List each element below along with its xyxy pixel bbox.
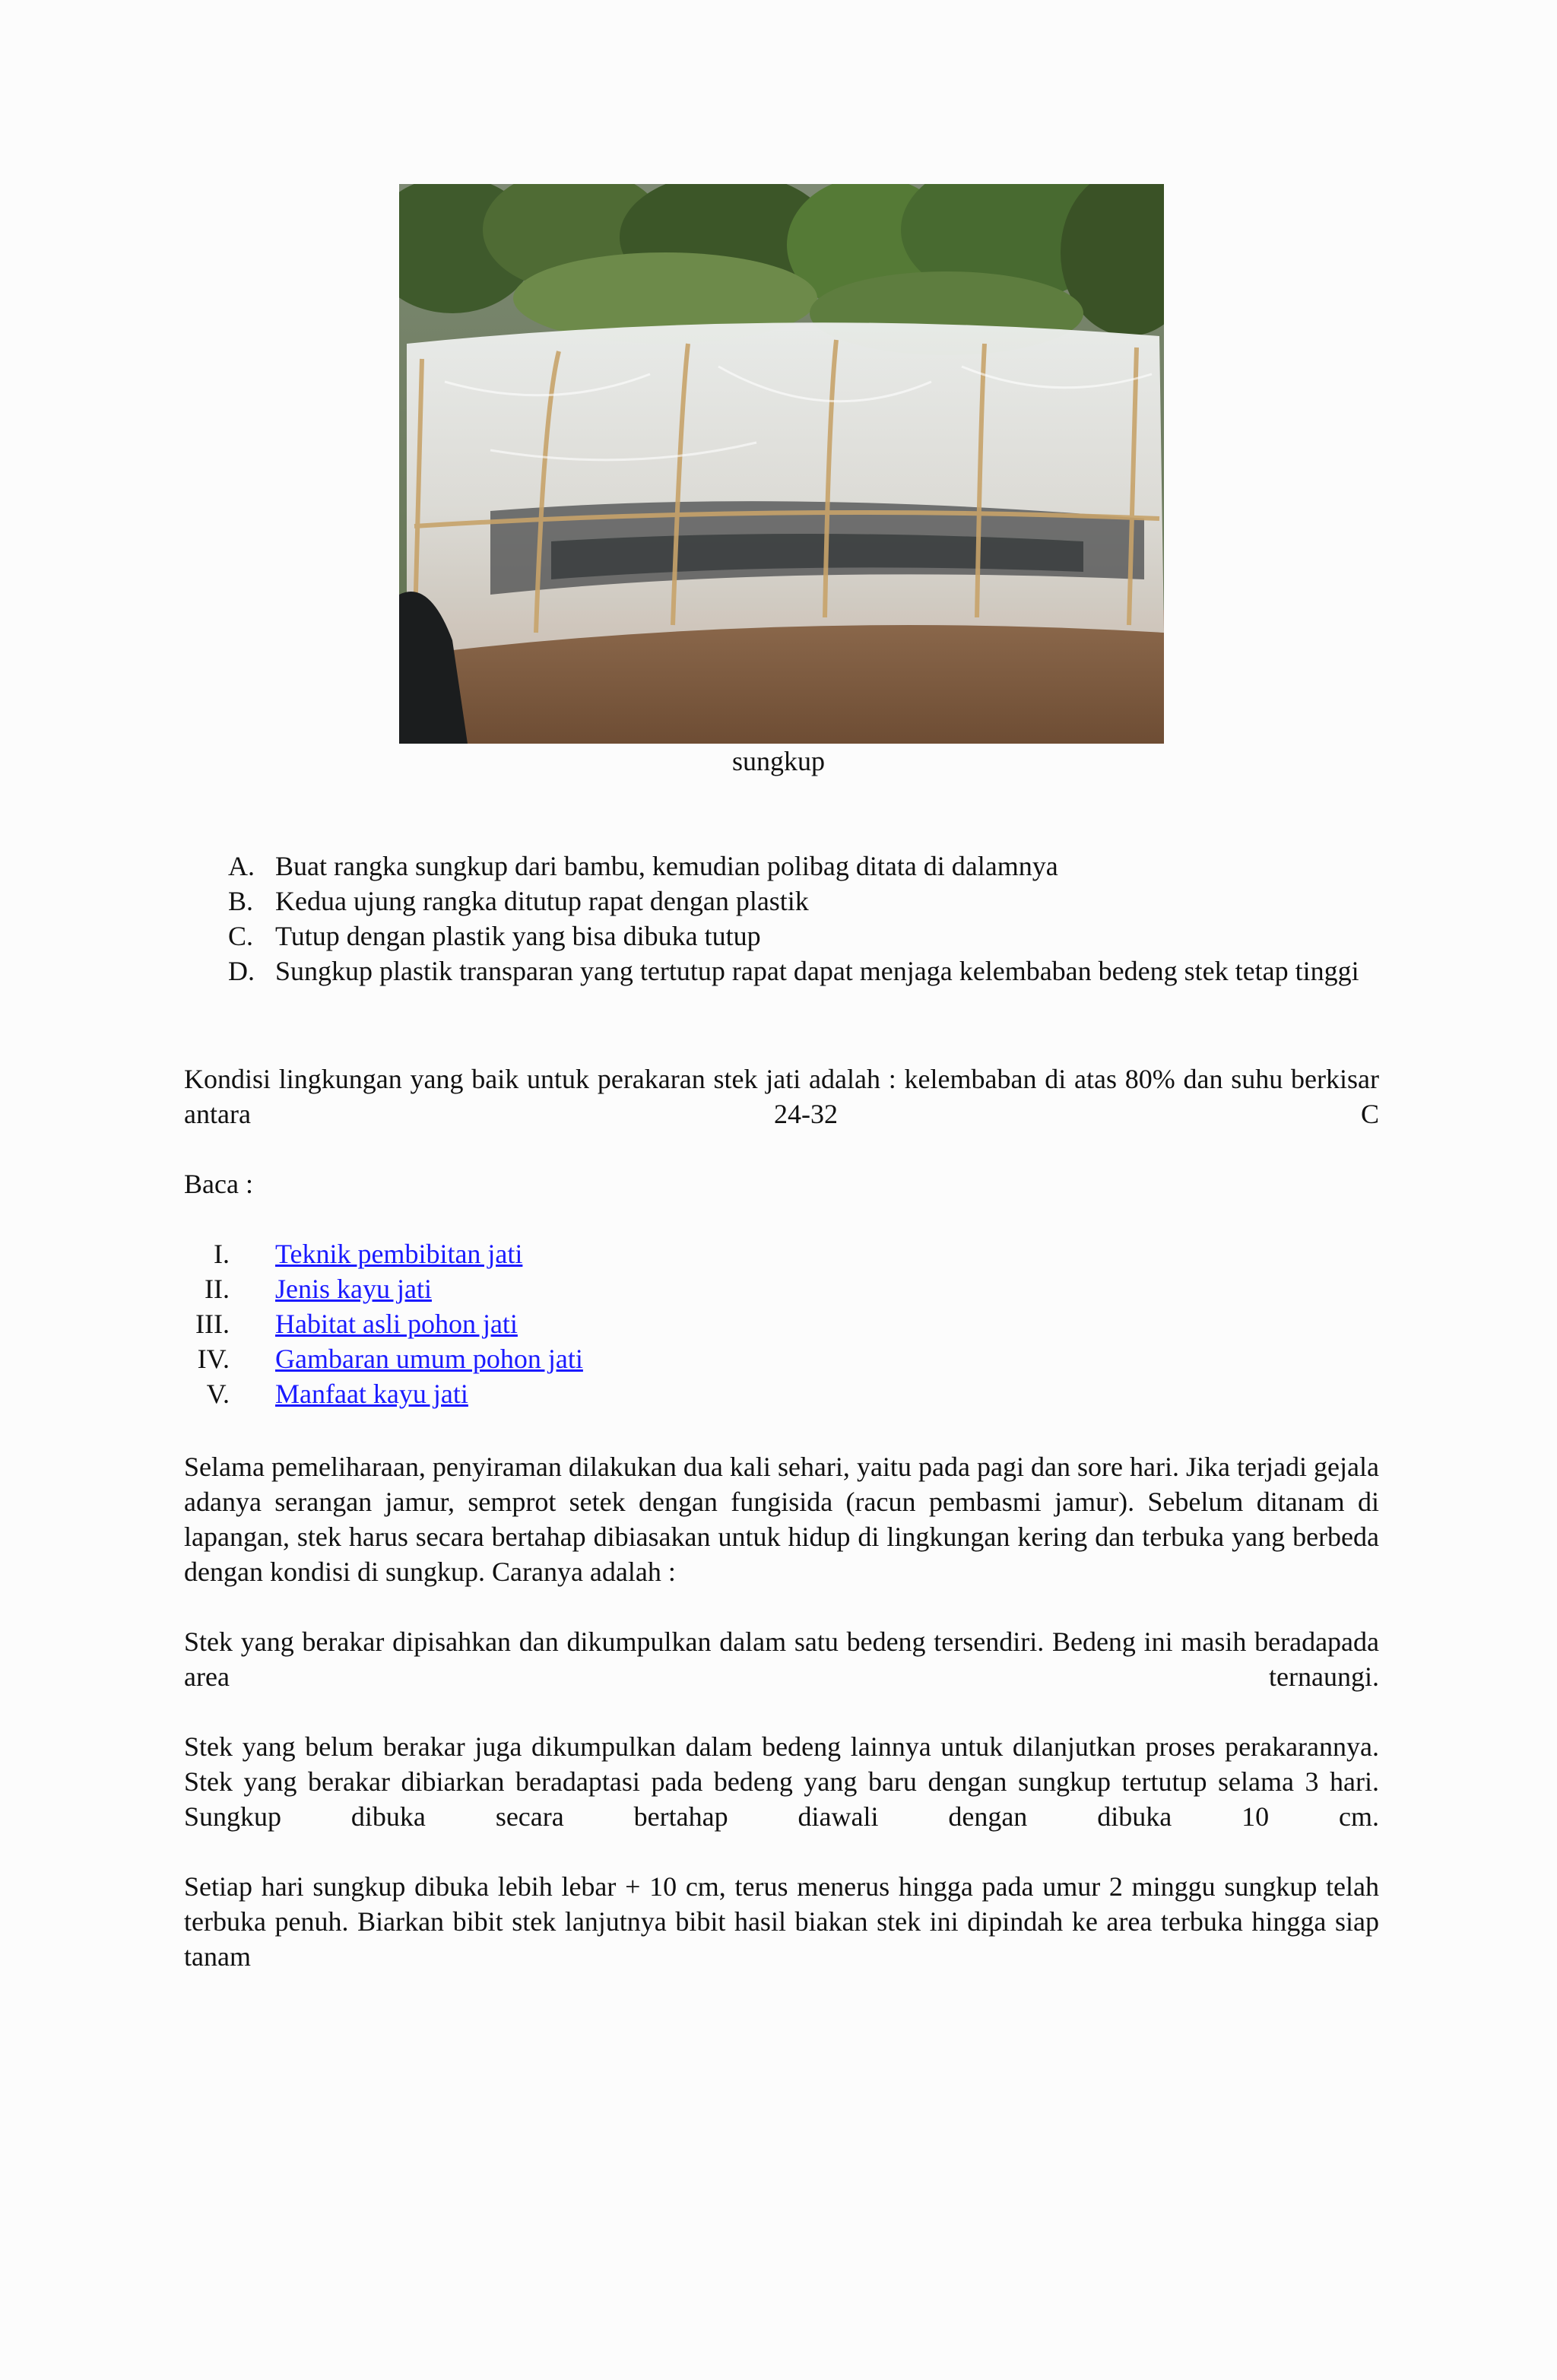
- list-marker: A.: [228, 851, 255, 881]
- sungkup-photo: [399, 184, 1164, 744]
- list-item: [184, 1306, 944, 1341]
- list-marker: II.: [205, 1274, 230, 1304]
- baca-label: Baca :: [184, 1169, 253, 1199]
- link-jenis-kayu-jati[interactable]: Jenis kayu jati: [275, 1274, 432, 1304]
- berakar-paragraph: Stek yang berakar dipisahkan dan dikumpulkan dalam satu bedeng tersendiri. Bedeng ini masih beradapada area ternaungi.: [184, 1626, 1379, 1692]
- list-item-text: Sungkup plastik transparan yang tertutup rapat dapat menjaga kelembaban bedeng stek tetap tinggi: [275, 956, 1359, 986]
- list-marker: D.: [228, 956, 255, 986]
- setiap-hari-paragraph: Setiap hari sungkup dibuka lebih lebar + 10 cm, terus menerus hingga pada umur 2 minggu sungkup telah terbuka penuh. Biarkan bibit stek lanjutnya bibit hasil biakan stek ini dipindah ke area terbuka hingga siap tanam: [184, 1871, 1379, 1972]
- list-item: [184, 1271, 944, 1306]
- list-item-text: Buat rangka sungkup dari bambu, kemudian polibag ditata di dalamnya: [275, 851, 1058, 881]
- link-habitat-asli-pohon-jati[interactable]: Habitat asli pohon jati: [275, 1309, 518, 1339]
- pemeliharaan-paragraph: Selama pemeliharaan, penyiraman dilakukan dua kali sehari, yaitu pada pagi dan sore hari. Jika terjadi gejala adanya serangan jamur, semprot setek dengan fungisida (racun pembasmi jamur). Sebelum ditanam di lapangan, stek harus secara bertahap dibiasakan untuk hidup di lingkungan kering dan terbuka yang berbeda dengan kondisi di sungkup. Caranya adalah :: [184, 1452, 1379, 1587]
- list-item: [184, 1341, 944, 1376]
- list-marker: C.: [228, 921, 254, 951]
- list-marker: B.: [228, 886, 254, 916]
- list-marker: III.: [195, 1309, 230, 1339]
- link-gambaran-umum-pohon-jati[interactable]: Gambaran umum pohon jati: [275, 1344, 583, 1374]
- list-item: [184, 1236, 944, 1271]
- list-marker: I.: [214, 1239, 230, 1269]
- photo-caption: sungkup: [731, 746, 825, 776]
- sungkup-illustration: [399, 184, 1164, 744]
- list-marker: V.: [206, 1379, 230, 1409]
- link-teknik-pembibitan-jati[interactable]: Teknik pembibitan jati: [275, 1239, 523, 1269]
- list-item-text: Kedua ujung rangka ditutup rapat dengan plastik: [275, 886, 809, 916]
- kondisi-paragraph: Kondisi lingkungan yang baik untuk perakaran stek jati adalah : kelembaban di atas 80% dan suhu berkisar antara 24-32 C: [184, 1064, 1379, 1129]
- list-marker: IV.: [197, 1344, 230, 1374]
- list-item-text: Tutup dengan plastik yang bisa dibuka tutup: [275, 921, 761, 951]
- belum-berakar-paragraph: Stek yang belum berakar juga dikumpulkan dalam bedeng lainnya untuk dilanjutkan proses perakarannya. Stek yang berakar dibiarkan beradaptasi pada bedeng yang baru dengan sungkup tertutup selama 3 hari. Sungkup dibuka secara bertahap diawali dengan dibuka 10 cm.: [184, 1731, 1379, 1832]
- link-manfaat-kayu-jati[interactable]: Manfaat kayu jati: [275, 1379, 468, 1409]
- list-item: [184, 1376, 944, 1411]
